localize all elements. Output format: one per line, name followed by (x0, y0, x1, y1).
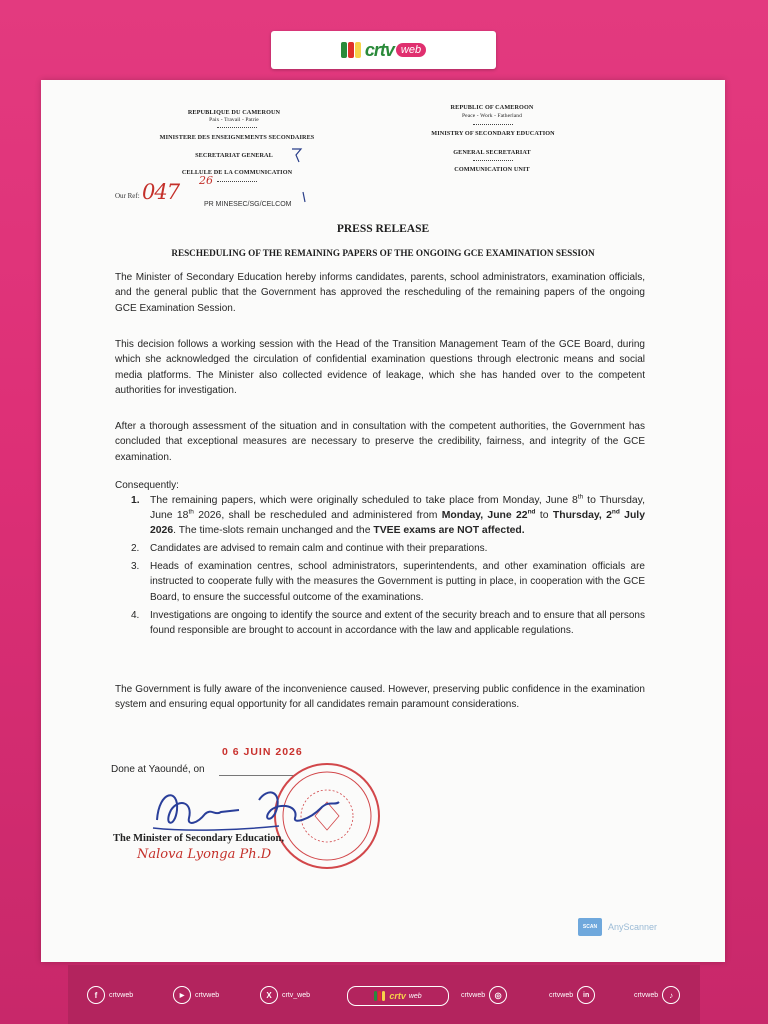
signatory-name: Nalova Lyonga Ph.D (137, 847, 272, 862)
list-item: 2. Candidates are advised to remain calm and continue with their preparations. (131, 543, 488, 555)
footer-logo-mark (374, 991, 386, 1001)
paragraph-1: The Minister of Secondary Education hereby informs candidates, parents, school administrators, examination officials, and the general public that the Government has approved the rescheduling of the remaining papers of the ongoing GCE Examination Session. (115, 272, 645, 314)
crtv-web-logo[interactable] (341, 40, 426, 61)
list-number: 1. (131, 495, 140, 506)
list-item: 3. Heads of examination centres, school administrators, superintendents, and other examination officials are instructed to cooperate fully with the measures the Government is putting in place, in cooperation with the GCE Board, to ensure the successful outcome of the examinations. (131, 561, 645, 603)
scanner-watermark (578, 918, 657, 936)
header-right-unit: COMMUNICATION UNIT (454, 166, 530, 173)
header-left-secretariat: SECRETARIAT GENERAL (195, 152, 273, 159)
header-right-rule (473, 124, 513, 125)
signatory-title: The Minister of Secondary Education, (113, 833, 285, 844)
closing-paragraph: The Government is fully aware of the inconvenience caused. However, preserving public confidence in the examination system and ensuring equal opportunity for all candidates remain paramount considerations. (115, 684, 645, 711)
footer-x[interactable]: X crtv_web (260, 986, 310, 1004)
header-left-motto: Paix - Travail - Patrie (209, 117, 259, 123)
handwritten-tick-mark (299, 190, 309, 204)
press-release-document (41, 80, 725, 962)
minister-signature (149, 780, 349, 840)
handwritten-initial-mark (289, 146, 305, 164)
scanner-text: AnyScanner (608, 922, 658, 932)
done-at-label: Done at Yaoundé, on (111, 764, 205, 775)
reference-year-handwritten: 26 (199, 174, 213, 187)
paragraph-2: This decision follows a working session with the Head of the Transition Management Team of the GCE Board, during which she acknowledged the circulation of confidential examination questions through electronic means and social media platforms. The Minister also collected evidence of leakage, which she has handed over to the competent authorities for investigation. (115, 339, 645, 396)
header-left-rule (217, 127, 257, 128)
footer-youtube[interactable]: ▶ crtvweb (173, 986, 219, 1004)
youtube-icon: ▶ (173, 986, 191, 1004)
logo-suffix: web (396, 43, 426, 57)
header-right-republic: REPUBLIC OF CAMEROON (450, 104, 534, 111)
crtv-logo-mark (341, 42, 363, 58)
header-left-republic: REPUBLIQUE DU CAMEROUN (187, 109, 281, 116)
top-logo-bar (271, 31, 496, 69)
header-right-secretariat: GENERAL SECRETARIAT (453, 149, 531, 156)
instagram-icon: ◎ (489, 986, 507, 1004)
list-item: 1. The remaining papers, which were originally scheduled to take place from Monday, June 8th to Thursday, June 18th 2026, shall be rescheduled and administered from Monday, June 22nd to Thursday, 2nd July 2026. The time-slots remain unchanged and the TVEE exams are NOT affected. (131, 493, 645, 537)
date-stamp: 0 6 JUIN 2026 (222, 746, 303, 758)
header-left-rule-2 (217, 181, 257, 182)
footer-instagram[interactable]: crtvweb ◎ (461, 986, 507, 1004)
list-item: 4. Investigations are ongoing to identify the source and extent of the security breach and to ensure that all persons found responsible are brought to account in accordance with the law and applicable regulations. (131, 609, 645, 636)
logo-text: crtv (364, 39, 394, 60)
document-subtitle: RESCHEDULING OF THE REMAINING PAPERS OF THE ONGOING GCE EXAMINATION SESSION (171, 248, 595, 258)
facebook-icon: f (87, 986, 105, 1004)
linkedin-icon: in (577, 986, 595, 1004)
consequently-label: Consequently: (115, 480, 179, 491)
measures-list (131, 493, 645, 638)
reference-label: Our Ref: (115, 192, 140, 200)
reference-suffix: PR MINESEC/SG/CELCOM (204, 201, 292, 208)
header-right-ministry: MINISTRY OF SECONDARY EDUCATION (431, 130, 555, 137)
x-icon: X (260, 986, 278, 1004)
scanner-badge: SCAN (578, 918, 602, 936)
header-right-rule-2 (473, 160, 513, 161)
header-left-unit: CELLULE DE LA COMMUNICATION (181, 169, 293, 176)
document-title: PRESS RELEASE (336, 223, 430, 235)
tiktok-icon: ♪ (662, 986, 680, 1004)
paragraph-3: After a thorough assessment of the situation and in consultation with the competent authorities, the Government has concluded that exceptional measures are necessary to preserve the credibility, fairness, and integrity of the GCE examination. (115, 421, 645, 463)
header-left-ministry: MINISTERE DES ENSEIGNEMENTS SECONDAIRES (159, 134, 315, 141)
footer-crtv-logo[interactable]: crtv web (347, 986, 449, 1006)
footer-facebook[interactable]: f crtvweb (87, 986, 133, 1004)
reference-number-handwritten: 047 (142, 180, 180, 204)
footer-tiktok[interactable]: crtvweb ♪ (634, 986, 680, 1004)
footer-linkedin[interactable]: crtvweb in (549, 986, 595, 1004)
header-right-motto: Peace - Work - Fatherland (462, 113, 522, 119)
